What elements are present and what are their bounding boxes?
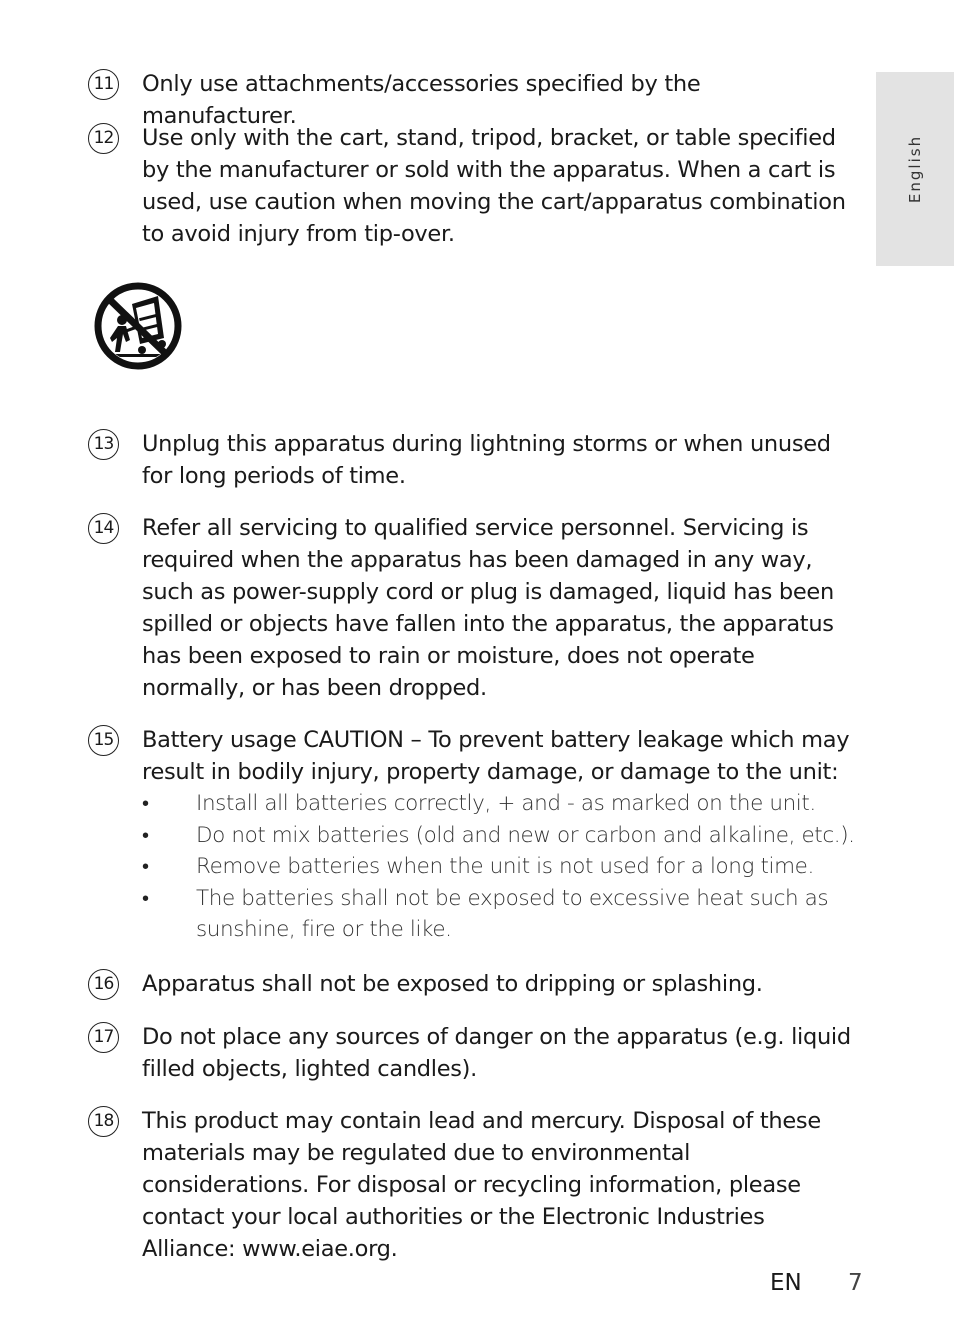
item-text: Use only with the cart, stand, tripod, bracket, or table specified by the manufacturer or sold with the apparatus. When a cart is used, use caution when moving the cart/apparatus combination to avoid injury from tip-over. [142, 125, 846, 247]
list-item: • Do not mix batteries (old and new or carbon and alkaline, etc.). [142, 820, 858, 852]
safety-item-17 [88, 1021, 858, 1085]
safety-item-15 [88, 724, 858, 946]
item-number: 12 [88, 123, 119, 154]
item-number: 11 [88, 69, 119, 100]
bullet: • [142, 822, 149, 847]
language-tab-label: English [906, 134, 924, 204]
item-number: 18 [88, 1106, 119, 1137]
item-text: Do not place any sources of danger on the apparatus (e.g. liquid filled objects, lighted candles). [142, 1024, 851, 1082]
item-text: Refer all servicing to qualified service personnel. Servicing is required when the apparatus has been damaged in any way, such as power-supply cord or plug is damaged, liquid has been spilled or objects have fallen into the apparatus, the apparatus has been exposed to rain or moisture, does not operate normally, or has been dropped. [142, 515, 834, 701]
language-tab [876, 72, 954, 266]
footer-language-code: EN [770, 1270, 802, 1296]
item-number: 15 [88, 725, 119, 756]
item-text: Battery usage CAUTION – To prevent battery leakage which may result in bodily injury, property damage, or damage to the unit: [142, 727, 850, 785]
bullet: • [142, 854, 149, 878]
item-text: Apparatus shall not be exposed to dripping or splashing. [142, 971, 763, 997]
safety-item-14 [88, 512, 858, 704]
list-item: • Remove batteries when the unit is not used for a long time. [142, 851, 858, 883]
item-text: Only use attachments/accessories specified by the manufacturer. [142, 71, 701, 129]
safety-item-16 [88, 968, 858, 1000]
cart-tip-over-warning-icon [92, 280, 184, 372]
page-number: 7 [848, 1270, 863, 1296]
item-text: Unplug this apparatus during lightning storms or when unused for long periods of time. [142, 431, 831, 489]
item-number: 16 [88, 969, 119, 1000]
list-item: • Install all batteries correctly, + and - as marked on the unit. [142, 788, 858, 820]
battery-caution-list [142, 788, 858, 946]
safety-item-18 [88, 1105, 858, 1265]
list-item: • The batteries shall not be exposed to excessive heat such as sunshine, fire or the like. [142, 883, 858, 946]
item-text: This product may contain lead and mercury. Disposal of these materials may be regulated due to environmental considerations. For disposal or recycling information, please contact your local authorities or the Electronic Industries Alliance: www.eiae.org. [142, 1108, 821, 1262]
bullet: • [142, 885, 149, 910]
bullet: • [142, 791, 149, 815]
safety-item-12 [88, 122, 858, 250]
item-number: 13 [88, 429, 119, 460]
item-number: 17 [88, 1022, 119, 1053]
safety-item-13 [88, 428, 858, 492]
item-number: 14 [88, 513, 119, 544]
